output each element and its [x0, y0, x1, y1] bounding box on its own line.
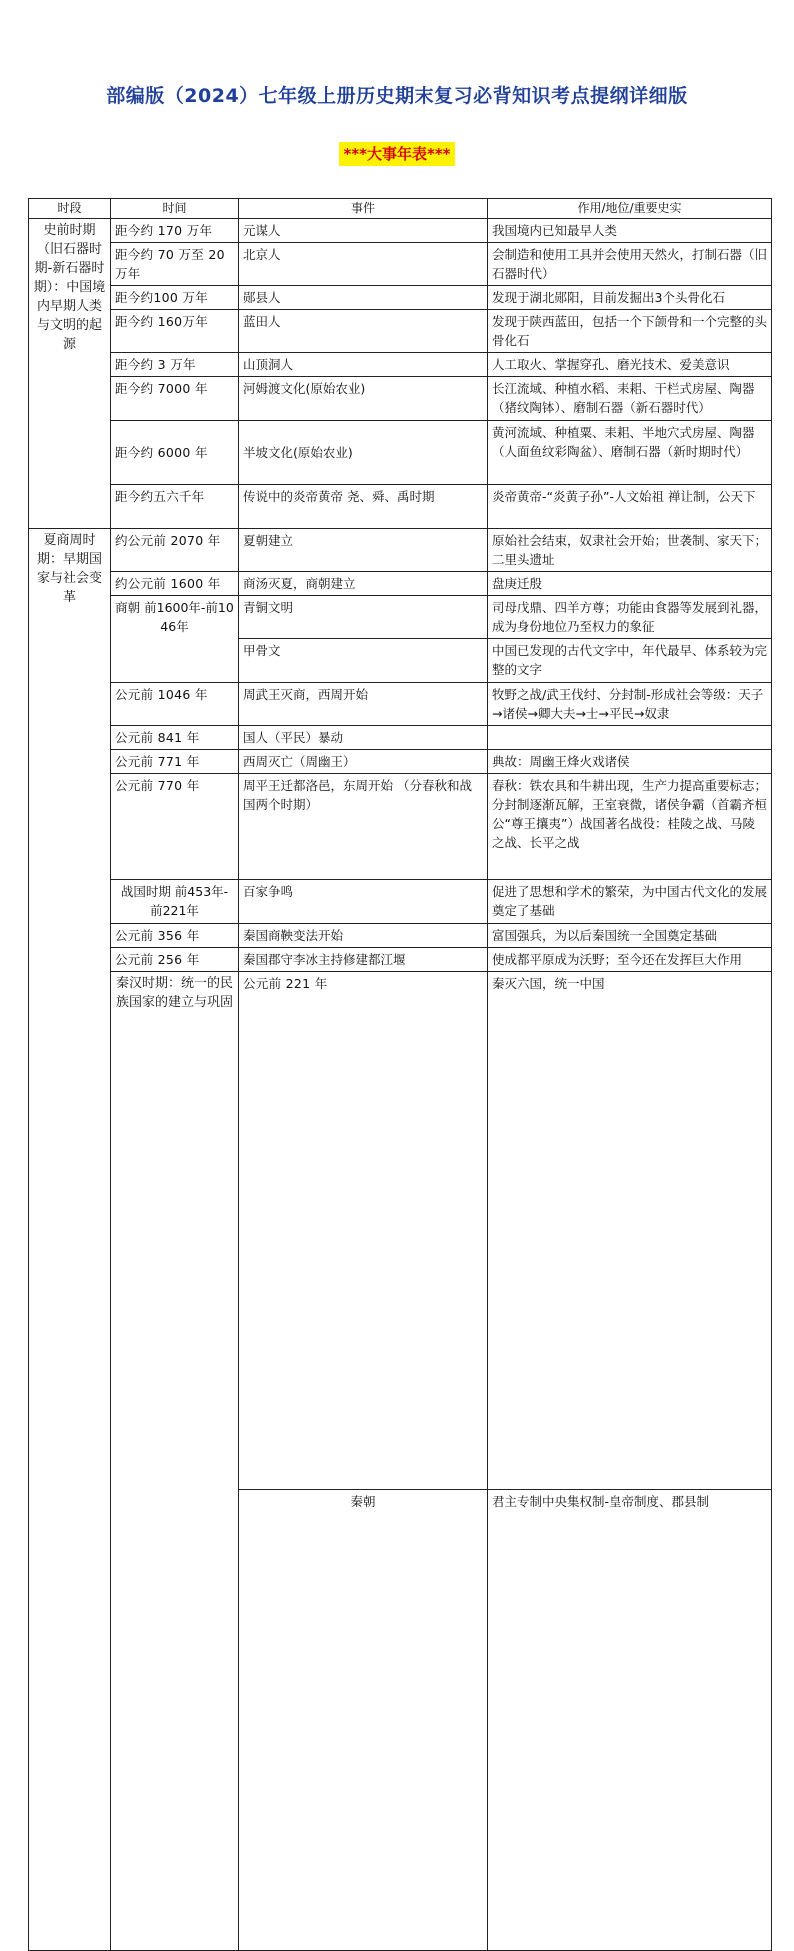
row-time: 公元前 770 年	[111, 774, 239, 880]
row-time: 公元前 841 年	[111, 726, 239, 750]
row-event: 秦国商鞅变法开始	[239, 924, 488, 948]
row-event: 河姆渡文化(原始农业)	[239, 377, 488, 421]
row-note	[488, 726, 772, 750]
row-event: 君主专制中央集权制-皇帝制度、郡县制	[488, 1490, 772, 1951]
row-event: 青铜文明	[239, 596, 488, 639]
row-event: 北京人	[239, 243, 488, 286]
row-note: 会制造和使用工具并会使用天然火，打制石器（旧石器时代）	[488, 243, 772, 286]
table-row	[29, 596, 772, 639]
row-event: 山顶洞人	[239, 353, 488, 377]
table-row	[29, 726, 772, 750]
table-row	[29, 310, 772, 353]
table-row	[29, 572, 772, 596]
row-event: 秦国郡守李冰主持修建都江堰	[239, 948, 488, 972]
row-time: 商朝 前1600年-前1046年	[111, 596, 239, 683]
period-xia-shang-zhou: 夏商周时期：早期国家与社会变革	[29, 529, 111, 1951]
chronology-table	[28, 198, 772, 1951]
table-row	[29, 750, 772, 774]
row-time: 公元前 1046 年	[111, 683, 239, 726]
row-note: 炎帝黄帝-“炎黄子孙”-人文始祖 禅让制，公天下	[488, 485, 772, 529]
row-event: 西周灭亡（周幽王）	[239, 750, 488, 774]
header-note: 作用/地位/重要史实	[488, 199, 772, 219]
row-time: 公元前 256 年	[111, 948, 239, 972]
row-time: 公元前 356 年	[111, 924, 239, 948]
table-row	[29, 421, 772, 485]
row-note: 我国境内已知最早人类	[488, 219, 772, 243]
row-time: 距今约五六千年	[111, 485, 239, 529]
table-row	[29, 286, 772, 310]
row-note: 黄河流域、种植粟、耒耜、半地穴式房屋、陶器（人面鱼纹彩陶盆）、磨制石器（新时期时代）	[488, 421, 772, 485]
row-event: 秦灭六国，统一中国	[488, 972, 772, 1490]
row-time: 距今约 3 万年	[111, 353, 239, 377]
period-qin-han: 秦汉时期：统一的民族国家的建立与巩固	[111, 972, 239, 1951]
row-time: 距今约 170 万年	[111, 219, 239, 243]
table-row	[29, 948, 772, 972]
row-time: 距今约 6000 年	[111, 421, 239, 485]
row-note: 富国强兵，为以后秦国统一全国奠定基础	[488, 924, 772, 948]
row-event: 周武王灭商，西周开始	[239, 683, 488, 726]
row-note: 牧野之战/武王伐纣、分封制-形成社会等级：天子→诸侯→卿大夫→士→平民→奴隶	[488, 683, 772, 726]
row-time: 距今约 160万年	[111, 310, 239, 353]
row-event: 百家争鸣	[239, 880, 488, 924]
header-event: 事件	[239, 199, 488, 219]
row-note: 人工取火、掌握穿孔、磨光技术、爱美意识	[488, 353, 772, 377]
row-time: 距今约 70 万至 20 万年	[111, 243, 239, 286]
header-period: 时段	[29, 199, 111, 219]
row-event: 国人（平民）暴动	[239, 726, 488, 750]
table-row	[29, 880, 772, 924]
table-row	[29, 683, 772, 726]
document-title: 部编版（2024）七年级上册历史期末复习必背知识考点提纲详细版	[106, 85, 688, 107]
row-event: 夏朝建立	[239, 529, 488, 572]
table-row	[29, 924, 772, 948]
header-time: 时间	[111, 199, 239, 219]
row-note: 长江流域、种植水稻、耒耜、干栏式房屋、陶器（猪纹陶钵）、磨制石器（新石器时代）	[488, 377, 772, 421]
row-event: 商汤灭夏，商朝建立	[239, 572, 488, 596]
row-note: 发现于湖北郧阳，目前发掘出3个头骨化石	[488, 286, 772, 310]
row-note: 原始社会结束，奴隶社会开始；世袭制、家天下；二里头遗址	[488, 529, 772, 572]
row-note: 促进了思想和学术的繁荣，为中国古代文化的发展奠定了基础	[488, 880, 772, 924]
row-note: 中国已发现的古代文字中，年代最早、体系较为完整的文字	[488, 639, 772, 683]
row-event: 蓝田人	[239, 310, 488, 353]
row-time: 秦朝	[239, 1490, 488, 1951]
row-time: 约公元前 1600 年	[111, 572, 239, 596]
table-row	[29, 774, 772, 880]
row-event: 郧县人	[239, 286, 488, 310]
row-event: 周平王迁都洛邑，东周开始 （分春秋和战国两个时期）	[239, 774, 488, 880]
row-time: 战国时期 前453年-前221年	[111, 880, 239, 924]
table-row	[29, 353, 772, 377]
row-note: 盘庚迁殷	[488, 572, 772, 596]
row-time: 距今约100 万年	[111, 286, 239, 310]
row-event: 半坡文化(原始农业)	[239, 421, 488, 485]
row-note: 司母戊鼎、四羊方尊；功能由食器等发展到礼器，成为身份地位乃至权力的象征	[488, 596, 772, 639]
row-time: 公元前 771 年	[111, 750, 239, 774]
table-row	[29, 529, 772, 572]
table-row	[29, 243, 772, 286]
table-header-row	[29, 199, 772, 219]
row-time: 约公元前 2070 年	[111, 529, 239, 572]
table-row	[29, 219, 772, 243]
row-time: 距今约 7000 年	[111, 377, 239, 421]
row-event: 甲骨文	[239, 639, 488, 683]
row-note: 典故：周幽王烽火戏诸侯	[488, 750, 772, 774]
table-row	[29, 377, 772, 421]
row-time: 公元前 221 年	[239, 972, 488, 1490]
row-note: 发现于陕西蓝田，包括一个下颌骨和一个完整的头骨化石	[488, 310, 772, 353]
table-row	[29, 485, 772, 529]
row-event: 传说中的炎帝黄帝 尧、舜、禹时期	[239, 485, 488, 529]
row-note: 使成都平原成为沃野；至今还在发挥巨大作用	[488, 948, 772, 972]
table-row	[29, 972, 772, 1490]
section-subtitle: ***大事年表***	[339, 142, 454, 166]
row-event: 元谋人	[239, 219, 488, 243]
period-prehistoric: 史前时期（旧石器时期-新石器时期）：中国境内早期人类与文明的起源	[29, 219, 111, 529]
row-note: 春秋：铁农具和牛耕出现，生产力提高重要标志；分封制逐渐瓦解，王室衰微，诸侯争霸（首霸齐桓公“尊王攘夷”）战国著名战役：桂陵之战、马陵之战、长平之战	[488, 774, 772, 880]
